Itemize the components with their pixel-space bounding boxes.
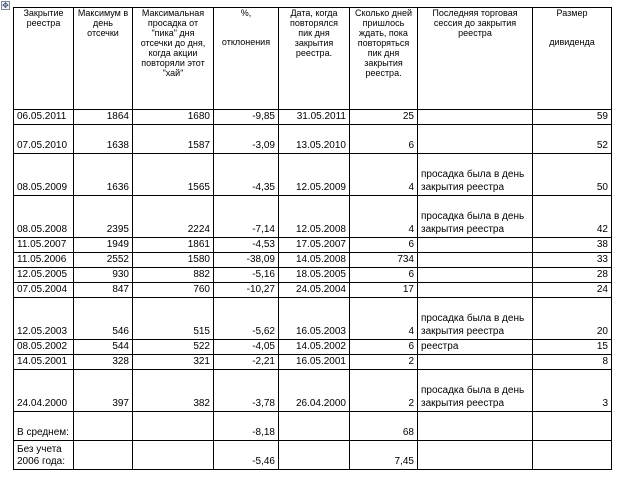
table-row [14,283,612,298]
header-max-drawdown: Максимальная просадка от "пика" дня отсечки до дня, когда акции повторяли этот "хай" [133,8,214,110]
cell-dividend: 38 [533,238,612,253]
cell-note: реестра [418,340,533,355]
summary-empty [133,441,214,470]
table-row [14,268,612,283]
summary-empty [418,441,533,470]
table-row [14,355,612,370]
cell-drawdown: 1580 [133,253,214,268]
cell-register-date: 08.05.2009 [14,154,74,196]
cell-note: просадка была в день закрытия реестра [418,154,533,196]
header-dividend [533,8,612,110]
cell-dividend: 33 [533,253,612,268]
cell-repeat-date: 12.05.2009 [279,154,350,196]
header-dividend-bottom: дивиденда [549,37,595,47]
cell-drawdown: 1680 [133,110,214,125]
cell-max: 930 [74,268,133,283]
header-register-close: Закрытие реестра [14,8,74,110]
cell-dividend: 52 [533,125,612,154]
summary-empty [279,441,350,470]
cell-pct: -2,21 [214,355,279,370]
cell-register-date: 08.05.2002 [14,340,74,355]
cell-repeat-date: 24.05.2004 [279,283,350,298]
cell-note [418,355,533,370]
summary-empty [418,412,533,441]
cell-note [418,110,533,125]
summary-empty [74,412,133,441]
cell-days: 2 [350,370,418,412]
table-row [14,340,612,355]
cell-max: 544 [74,340,133,355]
cell-repeat-date: 16.05.2001 [279,355,350,370]
cell-repeat-date: 18.05.2005 [279,268,350,283]
cell-days: 6 [350,340,418,355]
summary-pct: -5,46 [214,441,279,470]
cell-dividend: 20 [533,298,612,340]
header-deviation-pct-top: %, [240,8,252,18]
summary-empty [279,412,350,441]
cell-max: 1864 [74,110,133,125]
cell-register-date: 06.05.2011 [14,110,74,125]
cell-dividend: 42 [533,196,612,238]
cell-days: 6 [350,268,418,283]
table-row [14,253,612,268]
cell-max: 546 [74,298,133,340]
header-dividend-top: Размер [556,8,588,18]
cell-register-date: 08.05.2008 [14,196,74,238]
summary-empty [74,441,133,470]
summary-empty [133,412,214,441]
cell-note: просадка была в день закрытия реестра [418,298,533,340]
header-row [14,8,612,110]
cell-note [418,283,533,298]
cell-max: 1949 [74,238,133,253]
summary-row [14,412,612,441]
cell-repeat-date: 26.04.2000 [279,370,350,412]
cell-pct: -4,05 [214,340,279,355]
cell-max: 2395 [74,196,133,238]
cell-drawdown: 1565 [133,154,214,196]
cell-pct: -4,35 [214,154,279,196]
table-row [14,154,612,196]
summary-days: 68 [350,412,418,441]
dividend-table [13,7,612,470]
cell-pct: -5,62 [214,298,279,340]
cell-repeat-date: 17.05.2007 [279,238,350,253]
cell-register-date: 11.05.2007 [14,238,74,253]
cell-repeat-date: 13.05.2010 [279,125,350,154]
header-days-waited: Сколько дней пришлось ждать, пока повторяться пик дня закрытия реестра. [350,8,418,110]
summary-row [14,441,612,470]
cell-pct: -38,09 [214,253,279,268]
cell-days: 25 [350,110,418,125]
table-row [14,196,612,238]
cell-max: 2552 [74,253,133,268]
summary-empty [533,412,612,441]
cell-repeat-date: 16.05.2003 [279,298,350,340]
cell-max: 847 [74,283,133,298]
summary-label: Без учета 2006 года: [14,441,74,470]
header-repeat-date: Дата, когда повторялся пик дня закрытия реестра. [279,8,350,110]
cell-max: 1638 [74,125,133,154]
cell-max: 328 [74,355,133,370]
cell-drawdown: 882 [133,268,214,283]
cell-days: 17 [350,283,418,298]
cell-note [418,125,533,154]
cell-pct: -10,27 [214,283,279,298]
cell-drawdown: 2224 [133,196,214,238]
cell-drawdown: 321 [133,355,214,370]
table-row [14,125,612,154]
cell-note [418,253,533,268]
table-row [14,298,612,340]
cell-pct: -3,09 [214,125,279,154]
cell-repeat-date: 31.05.2011 [279,110,350,125]
move-arrows-icon[interactable]: ✥ [2,1,9,10]
cell-register-date: 07.05.2010 [14,125,74,154]
cell-days: 2 [350,355,418,370]
cell-drawdown: 760 [133,283,214,298]
cell-repeat-date: 14.05.2002 [279,340,350,355]
cell-dividend: 8 [533,355,612,370]
table-row [14,110,612,125]
cell-register-date: 12.05.2003 [14,298,74,340]
table-row [14,238,612,253]
cell-note [418,238,533,253]
header-last-session: Последняя торговая сессия до закрытия реестра [418,8,533,110]
cell-pct: -5,16 [214,268,279,283]
cell-note: просадка была в день закрытия реестра [418,196,533,238]
cell-max: 397 [74,370,133,412]
cell-dividend: 50 [533,154,612,196]
cell-register-date: 14.05.2001 [14,355,74,370]
cell-register-date: 07.05.2004 [14,283,74,298]
cell-drawdown: 1861 [133,238,214,253]
cell-days: 6 [350,125,418,154]
cell-dividend: 59 [533,110,612,125]
cell-days: 734 [350,253,418,268]
header-deviation-pct-bottom: отклонения [221,37,271,47]
summary-label: В среднем: [14,412,74,441]
cell-repeat-date: 14.05.2008 [279,253,350,268]
table-row [14,370,612,412]
cell-dividend: 28 [533,268,612,283]
header-max-cutoff: Максимум в день отсечки [74,8,133,110]
cell-drawdown: 522 [133,340,214,355]
cell-register-date: 24.04.2000 [14,370,74,412]
cell-pct: -3,78 [214,370,279,412]
cell-dividend: 24 [533,283,612,298]
cell-register-date: 11.05.2006 [14,253,74,268]
cell-days: 6 [350,238,418,253]
cell-drawdown: 515 [133,298,214,340]
cell-note [418,268,533,283]
cell-max: 1636 [74,154,133,196]
cell-dividend: 15 [533,340,612,355]
cell-note: просадка была в день закрытия реестра [418,370,533,412]
cell-days: 4 [350,196,418,238]
cell-drawdown: 382 [133,370,214,412]
cell-repeat-date: 12.05.2008 [279,196,350,238]
summary-pct: -8,18 [214,412,279,441]
cell-register-date: 12.05.2005 [14,268,74,283]
header-deviation-pct [214,8,279,110]
cell-days: 4 [350,298,418,340]
summary-empty [533,441,612,470]
cell-pct: -9,85 [214,110,279,125]
cell-pct: -7,14 [214,196,279,238]
cell-pct: -4,53 [214,238,279,253]
cell-days: 4 [350,154,418,196]
summary-days: 7,45 [350,441,418,470]
cell-drawdown: 1587 [133,125,214,154]
cell-dividend: 3 [533,370,612,412]
